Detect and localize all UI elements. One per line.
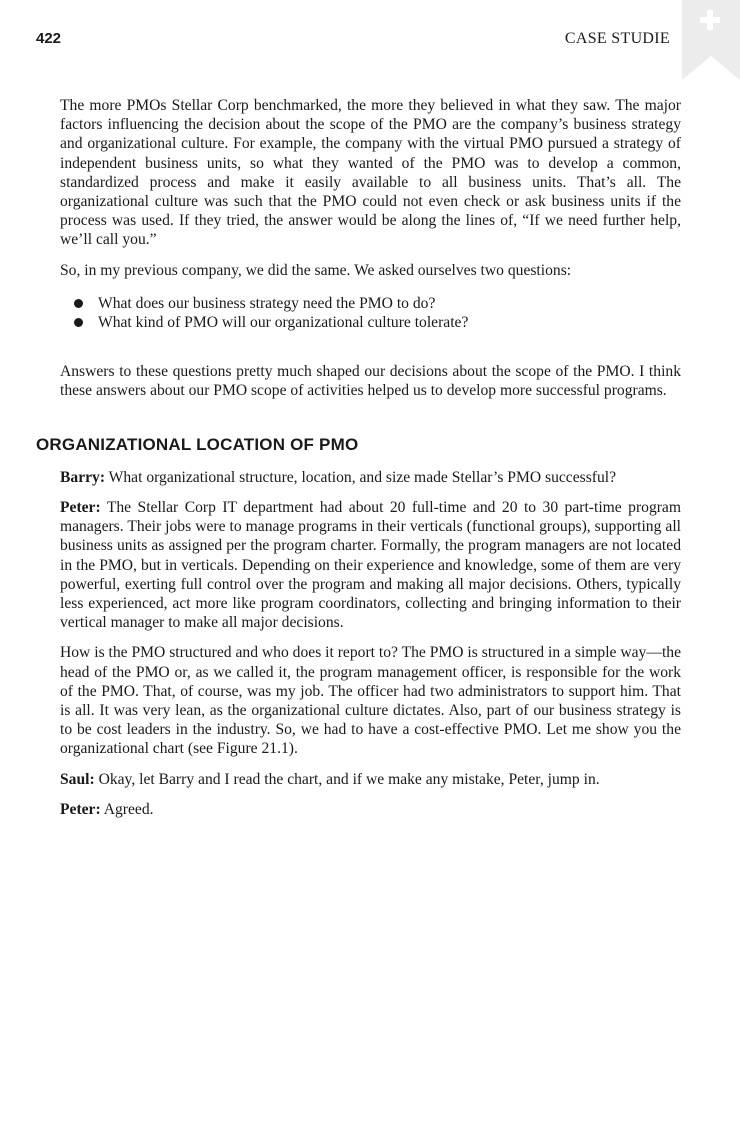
section-heading: ORGANIZATIONAL LOCATION OF PMO: [36, 434, 359, 454]
dialogue-paragraph: [60, 770, 681, 789]
dialogue-text: The Stellar Corp IT department had about 20 full-time and 20 to 30 part-time program managers. Their jobs were to manage programs in their verticals (functional groups), supporting all business units as assigned per the program charter. Formally, the program managers are not located in the PMO, but in verticals. Depending on their experience and knowledge, some of them are very powerful, exerting full control over the program and making all major decisions. Others, typically less experienced, act more like program coordinators, collecting and bringing information to their vertical manager to make all major decisions.: [60, 499, 681, 632]
page-body: [36, 96, 681, 830]
bullet-icon: [74, 318, 83, 327]
running-head: CASE STUDIE: [564, 30, 670, 47]
page-number: 422: [36, 30, 62, 47]
speaker-label: Barry:: [60, 468, 106, 486]
list-item: [74, 313, 681, 332]
bullet-list: [60, 294, 681, 332]
speaker-label: Peter:: [60, 800, 101, 818]
paragraph: How is the PMO structured and who does it report to? The PMO is structured in a simple way—the head of the PMO or, as we called it, the program management officer, is responsible for the work of the PMO. That, of course, was my job. The officer had two administrators to support him. That is all. It was very lean, as the organizational culture dictates. Also, part of our business strategy is to be cost leaders in the industry. So, we had to have a cost-effective PMO. Let me show you the organizational chart (see Figure 21.1).: [60, 644, 681, 758]
list-item-text: What kind of PMO will our organizational culture tolerate?: [98, 314, 469, 332]
bullet-icon: [74, 299, 83, 308]
list-item-text: What does our business strategy need the PMO to do?: [98, 294, 436, 312]
speaker-label: Peter:: [60, 499, 101, 517]
dialogue-paragraph: [60, 800, 681, 819]
dialogue-text: What organizational structure, location, and size made Stellar’s PMO successful?: [105, 468, 617, 486]
bookmark-icon[interactable]: [676, 0, 740, 80]
list-item: [74, 294, 681, 313]
paragraph: The more PMOs Stellar Corp benchmarked, the more they believed in what they saw. The major factors influencing the decision about the scope of the PMO are the company’s business strategy and organizational culture. For example, the company with the virtual PMO pursued a strategy of independent business units, so what they wanted of the PMO was to develop a common, standardized process and make it easily available to all business units. That’s all. The organizational culture was such that the PMO could not even check or ask business units if the process was used. If they tried, the answer would be along the lines of, “If we need further help, we’ll call you.”: [60, 97, 681, 249]
dialogue-text: Okay, let Barry and I read the chart, and if we make any mistake, Peter, jump in.: [94, 770, 600, 788]
dialogue-paragraph: [60, 468, 681, 487]
paragraph: Answers to these questions pretty much shaped our decisions about the scope of the PMO. I think these answers about our PMO scope of activities helped us to develop more successful programs.: [60, 363, 681, 400]
dialogue-text: Agreed.: [100, 800, 154, 818]
dialogue-paragraph: [60, 498, 681, 632]
speaker-label: Saul:: [60, 770, 95, 788]
paragraph: So, in my previous company, we did the same. We asked ourselves two questions:: [60, 261, 572, 279]
